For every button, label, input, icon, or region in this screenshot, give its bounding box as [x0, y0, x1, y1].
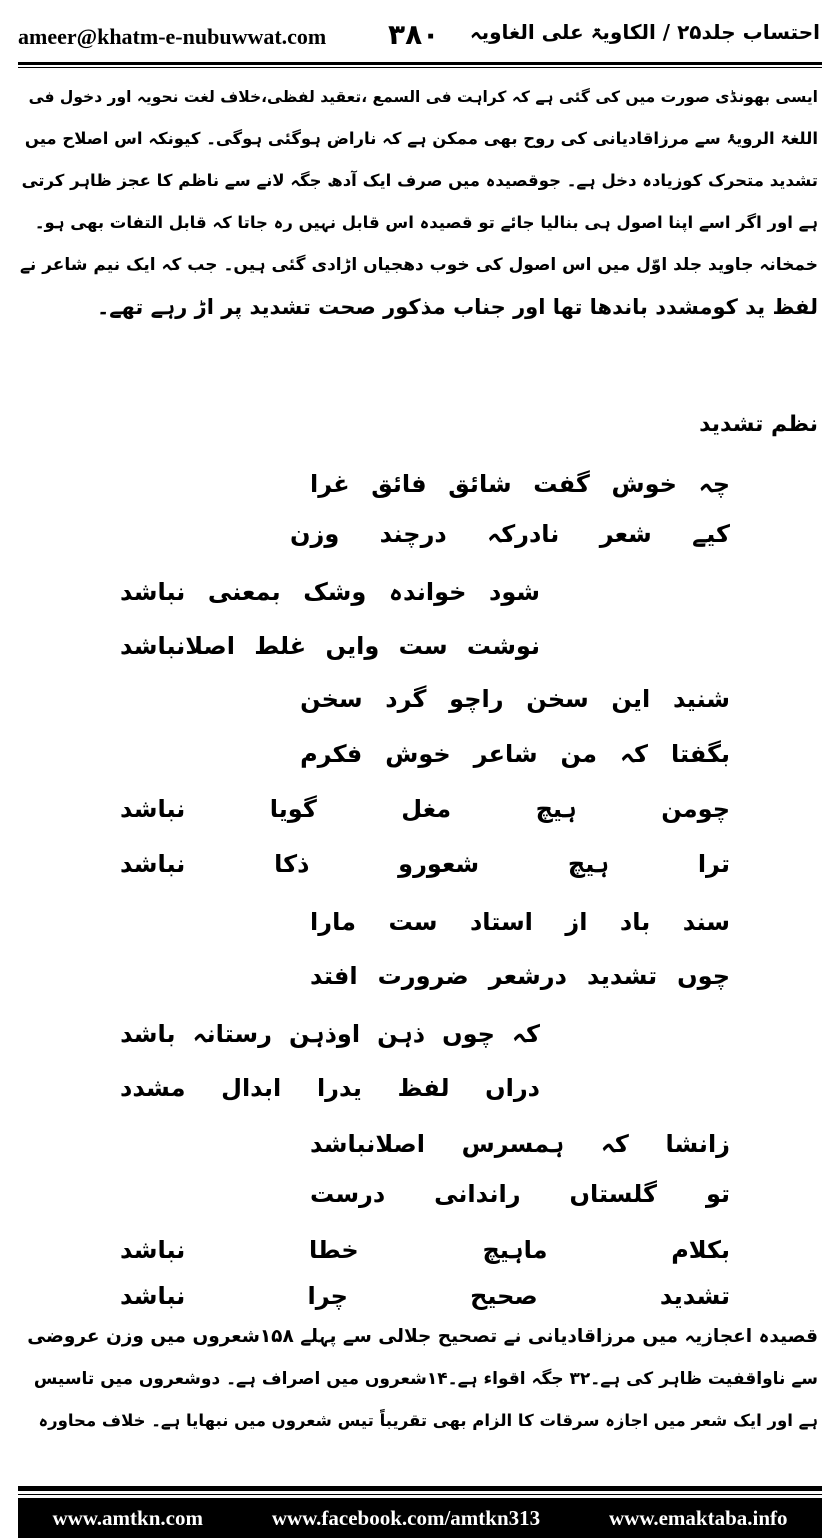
poem-word: باد	[619, 908, 651, 936]
text-line: تشدید متحرک کوزیادہ دخل ہے۔ جوقصیدہ میں صرف ایک آدھ جگہ لانے سے ناظم کا عجز ظاہر کرتی	[21, 171, 818, 190]
poem-word: ست	[398, 632, 448, 660]
poem-word: چرا	[307, 1282, 348, 1310]
poem-word: وایں	[325, 632, 380, 660]
poem-word: مشدد	[120, 1074, 186, 1102]
poem-word: شنید	[672, 685, 730, 713]
poem-verse	[120, 1074, 540, 1102]
footer-rule	[18, 1486, 822, 1491]
poem-word: خوش	[611, 470, 677, 498]
footer-bar	[18, 1498, 822, 1538]
poem-verse	[120, 795, 730, 823]
poem-verse	[310, 470, 730, 498]
poem-word: گفت	[533, 470, 590, 498]
poem-word: گلستاں	[569, 1180, 657, 1208]
poem-word: تو	[705, 1180, 730, 1208]
poem-verse	[310, 962, 730, 990]
page-header	[18, 14, 820, 60]
poem-verse	[120, 632, 540, 660]
poem-word: شاعر	[473, 740, 538, 768]
poem-word: نباشد	[120, 795, 186, 823]
poem-word: نوشت	[466, 632, 540, 660]
poem-word: ذہن	[377, 1020, 426, 1048]
poem-word: لفظ	[397, 1074, 450, 1102]
poem-word: ہیچ	[567, 850, 610, 878]
poem-word: ہمسرس	[461, 1130, 565, 1158]
text-line: ہے اور اگر اسے اپنا اصول ہی بنالیا جائے تو قصیدہ اس قابل نہیں رہ جاتا کہ قابل التفات بھی ہو۔	[34, 213, 818, 232]
poem-word: خطا	[309, 1236, 359, 1264]
poem-word: این	[611, 685, 651, 713]
poem-word: ترا	[697, 850, 730, 878]
poem-word: تشدید	[659, 1282, 730, 1310]
poem-word: بمعنی	[207, 578, 281, 606]
poem-word: شود	[489, 578, 540, 606]
poem-word: ست	[388, 908, 438, 936]
poem-word: کیے	[692, 520, 730, 548]
poem-word: باشد	[120, 1020, 176, 1048]
poem-word: از	[565, 908, 588, 936]
book-title: احتساب جلد۲۵ / الکاویۃ علی الغاویہ	[469, 20, 820, 44]
poem-word: وزن	[290, 520, 340, 548]
header-rule	[18, 62, 822, 65]
poem-word: نباشد	[120, 1236, 186, 1264]
poem-verse	[310, 908, 730, 936]
poem-word: نباشد	[120, 850, 186, 878]
poem-word: یدرا	[316, 1074, 362, 1102]
poem-word: شعورو	[398, 850, 480, 878]
poem-verse	[120, 1020, 540, 1048]
poem-word: فکرم	[300, 740, 363, 768]
paragraph-intro	[20, 76, 818, 328]
poem-word: گویا	[269, 795, 317, 823]
poem-word: زانشا	[665, 1130, 730, 1158]
poem-word: درچند	[379, 520, 447, 548]
poem-word: نباشد	[120, 1282, 186, 1310]
poem-verse	[290, 520, 730, 548]
poem-word: ذکا	[274, 850, 310, 878]
poem-word: اصلانباشد	[120, 632, 235, 660]
poem-verse	[300, 740, 730, 768]
poem-word: بکلام	[671, 1236, 730, 1264]
poem-word: ضرورت	[377, 962, 469, 990]
poem-word: فائق	[371, 470, 427, 498]
header-email[interactable]: ameer@khatm-e-nubuwwat.com	[18, 24, 327, 49]
poem-word: اوذہن	[288, 1020, 361, 1048]
poem-word: راچو	[449, 685, 504, 713]
poem-word: شائق	[448, 470, 512, 498]
footer-link-amtkn[interactable]: www.amtkn.com	[52, 1505, 203, 1530]
poem-word: نباشد	[120, 578, 186, 606]
footer-link-facebook[interactable]: www.facebook.com/amtkn313	[271, 1505, 541, 1530]
poem-word: کہ	[511, 1020, 540, 1048]
poem-word: ابدال	[221, 1074, 282, 1102]
poem-word: گرد	[385, 685, 427, 713]
page-number: ۳۸۰	[388, 18, 440, 51]
text-line: ایسی بھونڈی صورت میں کی گئی ہے کہ کراہت فی السمع ،تعقید لفظی،خلاف لغت نحویہ اور دخول فی	[28, 88, 818, 106]
poem-word: دراں	[485, 1074, 540, 1102]
poem-word: سخن	[300, 685, 363, 713]
paragraph-closing	[20, 1316, 818, 1442]
poem-word: نادرکہ	[487, 520, 560, 548]
poem-word: تشدید	[586, 962, 658, 990]
poem-word: چوں	[677, 962, 730, 990]
text-line: لفظ ید کومشدد باندھا تھا اور جناب مذکور صحت تشدید پر اڑ رہے تھے۔	[96, 295, 818, 319]
poem-verse	[120, 1282, 730, 1310]
poem-word: درشعر	[488, 962, 567, 990]
text-line: سے ناواقفیت ظاہر کی ہے۔۳۲ جگہ اقواء ہے۔۱۴شعروں میں اصراف ہے۔ دوشعروں میں تاسیس	[33, 1369, 818, 1389]
text-line: ہے اور ایک شعر میں اجازہ سرقات کا الزام بھی تقریباً تیس شعروں میں نبھایا ہے۔ خلاف محاورہ	[38, 1411, 818, 1430]
poem-verse	[310, 1180, 730, 1208]
poem-word: کہ	[619, 740, 648, 768]
footer-link-emaktaba[interactable]: www.emaktaba.info	[609, 1505, 788, 1530]
text-line: قصیدہ اعجازیہ میں مرزاقادیانی نے تصحیح جلالی سے پہلے ۱۵۸شعروں میں وزن عروضی	[27, 1326, 818, 1347]
poem-word: درست	[310, 1180, 386, 1208]
poem-word: صحیح	[470, 1282, 538, 1310]
poem-verse	[120, 1236, 730, 1264]
poem-word: راندانی	[434, 1180, 521, 1208]
header-rule-thin	[18, 67, 822, 68]
poem-word: کہ	[600, 1130, 629, 1158]
poem-word: شعر	[599, 520, 652, 548]
poem-word: سخن	[526, 685, 589, 713]
poem-word: سند	[682, 908, 730, 936]
poem-verse	[310, 1130, 730, 1158]
poem-word: افتد	[310, 962, 358, 990]
footer-rule-thin	[18, 1494, 822, 1495]
poem-word: غرا	[310, 470, 350, 498]
poem-word: بگفتا	[670, 740, 730, 768]
text-line: خمخانہ جاوید جلد اوّل میں اس اصول کی خوب دھجیاں اڑادی گئی ہیں۔ جب کہ ایک نیم شاعر نے	[20, 255, 818, 275]
poem-word: اصلانباشد	[310, 1130, 425, 1158]
poem-word: خوش	[385, 740, 451, 768]
poem-word: خواندہ	[388, 578, 467, 606]
poem-word: وشک	[303, 578, 367, 606]
poem-word: چہ	[698, 470, 730, 498]
poem-word: من	[560, 740, 597, 768]
poem-word: چومن	[661, 795, 730, 823]
poem-word: چوں	[442, 1020, 495, 1048]
poem-word: ہیچ	[535, 795, 577, 823]
poem-word: مارا	[310, 908, 356, 936]
poem-verse	[120, 850, 730, 878]
text-line: اللغۃ الرویۂ سے مرزاقادیانی کی روح بھی ممکن ہے کہ ناراض ہوگئی ہوگی۔ کیونکہ اس اصلاح میں	[24, 129, 818, 148]
poem-word: رستانہ	[192, 1020, 272, 1048]
poem-word: مغل	[401, 795, 452, 823]
poem-word: غلط	[254, 632, 307, 660]
poem-title: نظم تشدید	[699, 412, 818, 437]
poem-word: استاد	[469, 908, 533, 936]
poem-word: ماہیچ	[482, 1236, 548, 1264]
poem-verse	[120, 578, 540, 606]
poem-verse	[300, 685, 730, 713]
